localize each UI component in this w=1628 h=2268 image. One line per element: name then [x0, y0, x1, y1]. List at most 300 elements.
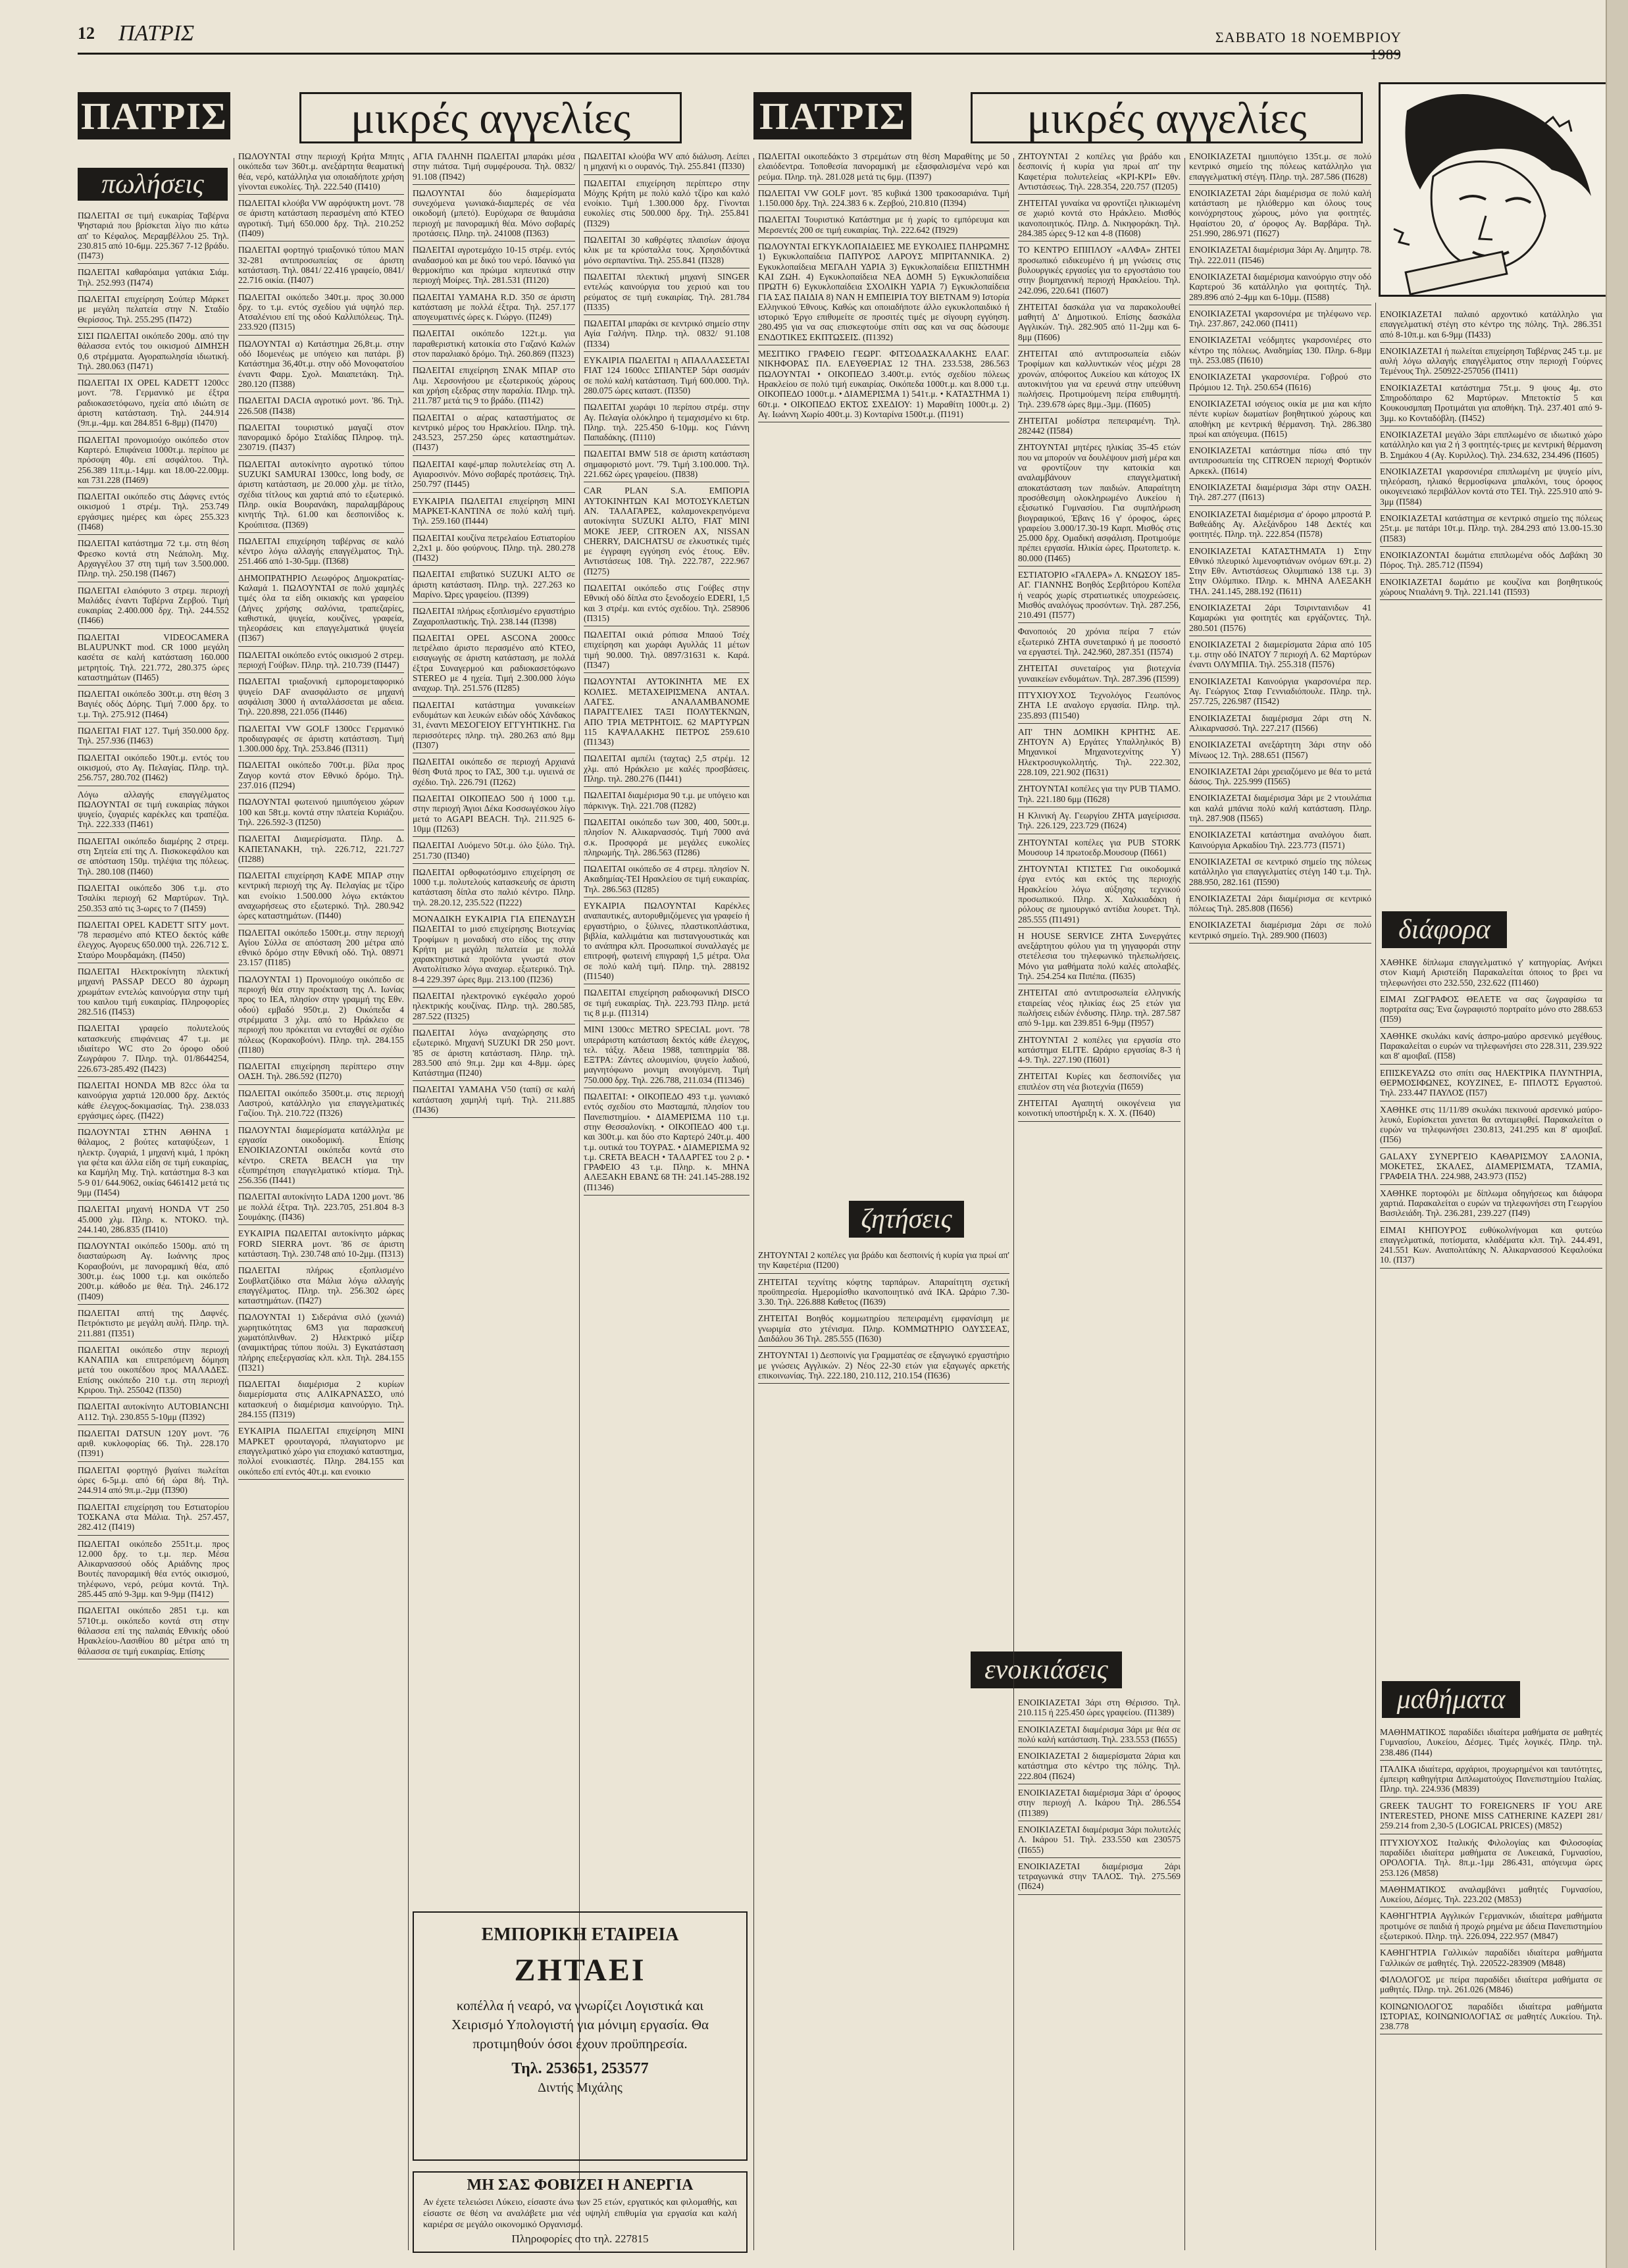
ad-separator	[78, 1304, 229, 1305]
classified-ad: ΠΩΛΕΙΤΑΙ OPEL ASCONA 2000cc πετρέλαιο άριστο περασμένο από ΚΤΕΟ, εισαγωγής σε άριστη κατάσταση, με πολλά έξτρα Συναγερμού και ραδιοκασετόφωνο STEREO με 4 ηχεία. Τιμή 2.300.000 λόγω αναχωρ. Τηλ. 251.576 (Π285)	[413, 632, 575, 693]
classified-ad: ΑΓΙΑ ΓΑΛΗΝΗ ΠΩΛΕΙΤΑΙ μπαράκι μέσα στην πιάτσα. Τιμή συμφέρουσα. Τηλ. 0832/ 91.108 (Π942)	[413, 151, 575, 182]
classified-ad: ΕΝΟΙΚΙΑΖΕΤΑΙ ΚΑΤΑΣΤΗΜΑΤΑ 1) Στην Εθνικό πλευρικό λιμενοφτιάνων ονόμων 69τ.μ. 2) Στην Εθν. Αντιστάσεως Ολυμπιακό 138 τ.μ. 3) Στην Ολύμπικο. Πληρ. κ. ΜΗΝΑ ΑΛΕΞΑΚΗ ΤΗΛ. 241.145, 288.192 (Π611)	[1189, 545, 1371, 596]
column-rule	[1013, 158, 1014, 2250]
classified-ad: ΙΤΑΛΙΚΑ ιδιαίτερα, αρχάριοι, προχωρημένοι και ταυτότητες, έμπειρη καθηγήτρια Διπλωματούχος Πανεπιστημίου Ιταλίας. Πληρ. τηλ. 224.936 (Μ839)	[1380, 1763, 1602, 1794]
classified-ad: ΠΩΛΕΙΤΑΙ επιβατικό SUZUKI ALTO σε άριστη κατάσταση. Πληρ. τηλ. 227.263 κο Μαρίνο. Ώρες γραφείου. (Π399)	[413, 569, 575, 599]
emporiki-title: ΕΜΠΟΡΙΚΗ ΕΤΑΙΡΕΙΑ	[481, 1925, 679, 1945]
classified-ad: ΠΩΛΕΙΤΑΙ 30 καθρέφτες πλαισίων άψογα κλικ με τα κρύσταλλα τους. Χρησιδόντικά μόνο σερπαντίνα. Τηλ. 255.841 (Π328)	[584, 235, 750, 265]
classified-ad: ΠΩΛΕΙΤΑΙ DACIA αγροτικό μοντ. '86. Τηλ. 226.508 (Π438)	[238, 395, 404, 416]
classified-ad: ΠΩΛΕΙΤΑΙ προνομιούχο οικόπεδο στον Καρτερό. Επιφάνεια 1000τ.μ. περίπου με πρόσοψη 40μ. επί ασφάλτου. Τηλ. 256.389 11π.μ.-14μμ. και 18.00-22.00μμ. και 731.228 (Π469)	[78, 434, 229, 485]
classified-ad: ΠΩΛΕΙΤΑΙ φορτηγό βγαίνει πωλείται ώρες 6-5μ.μ. από 6ή ώρα 8ή. Τηλ. 244.914 από 9π.μ.-2μμ (Π390)	[78, 1465, 229, 1496]
ad-separator	[1189, 542, 1371, 543]
ad-separator	[1189, 943, 1371, 944]
ad-separator	[413, 602, 575, 603]
classified-ad: ΖΗΤΕΙΤΑΙ δασκάλα για να παρακολουθεί μαθητή Δ' Δημοτικού. Επίσης δασκάλα Αγγλικών. Τηλ. 282.905 από 11-2μμ και 6-8μμ (Π606)	[1018, 301, 1181, 342]
column-7	[1189, 151, 1371, 2257]
classified-ad: ΧΑΘΗΚΕ σκυλάκι κανίς άσπρο-μαύρο αρσενικό μεγέθους. Παρακαλείται ο ευρών να τηλεφωνήσει στο 228.311, 239.922 και 8' αμοιβαΐ. (Π58)	[1380, 1030, 1602, 1061]
header-rule	[78, 53, 1400, 55]
classified-ad: ΠΩΛΕΙΤΑΙ οικοπεδάκτο 3 στρεμάτων στη θέση Μαραθίτης με 50 ελαιόδεντρα. Τοποθεσία πανοραμική με εξασφαλισμένα νερό και ρεύμα. Πληρ. τηλ. 281.028 μετά τις 6μμ. (Π397)	[758, 151, 1009, 182]
ad-separator	[758, 184, 1009, 185]
classified-ad: ΕΠΙΣΚΕΥΑΖΩ στο σπίτι σας ΗΛΕΚΤΡΙΚΑ ΠΛΥΝΤΗΡΙΑ, ΘΕΡΜΟΣΙΦΩΝΕΣ, ΚΟΥΖΙΝΕΣ, Ε- ΠΠΛΟΤΣ Εργαστού. Τηλ. 233.447 ΠΑΥΛΟΣ (Π57)	[1380, 1067, 1602, 1098]
ad-separator	[238, 1308, 404, 1309]
classified-ad: ΠΩΛΕΙΤΑΙ επιχείρηση ραδιοφωνική DISCO σε τιμή ευκαιρίας. Τηλ. 223.793 Πληρ. μετά τις 8 μ.μ. (Π1314)	[584, 988, 750, 1018]
classified-ad: ΕΝΟΙΚΙΑΖΕΤΑΙ γκαρσονιέρα με τηλέφωνο νερ. Τηλ. 237.867, 242.060 (Π411)	[1189, 308, 1371, 329]
classified-ad: ΖΗΤΕΙΤΑΙ μοδίστρα πεπειραμένη. Τηλ. 282442 (Π584)	[1018, 415, 1181, 436]
ad-separator	[413, 184, 575, 185]
classified-ad: ΠΩΛΕΙΤΑΙ HONDA MB 82cc όλα τα καινούργια χαρτιά 120.000 δρχ. Δεκτός κάθε έλεγχος-δοκιμασίας. Τηλ. 238.033 εργάσιμες ώρες. (Π422)	[78, 1080, 229, 1121]
ad-separator	[413, 696, 575, 697]
ad-separator	[1189, 709, 1371, 710]
ad-separator	[413, 987, 575, 988]
column-6	[1018, 151, 1181, 1645]
classified-ad: ΧΑΘΗΚΕ δίπλωμα επαγγελματικό γ' κατηγορίας. Ανήκει στον Κιαμή Αριστείδη Παρακαλείται όποιος το βρει να τηλεφωνήσει στο 232.550, 232.622 (Π1460)	[1380, 957, 1602, 988]
section-header-enoikiaseis: ενοικιάσεις	[971, 1651, 1122, 1688]
ad-separator	[78, 1019, 229, 1020]
classified-ad: CAR PLAN S.A. ΕΜΠΟΡΙΑ ΑΥΤΟΚΙΝΗΤΩΝ ΚΑΙ ΜΟΤΟΣΥΚΛΕΤΩΝ ΑΝ. ΤΑΛΑΓΑΡΕΣ, καλαμονεκρεηνόμενα αυτοκίνητα SUZUKI ALTO, FIAT MINI MOKE JEEP, CITROEN AX, NISSAN CHERRY, DAICHATSU σε ελκυστικές τιμές με έγγραφη εγγύηση ενός έτους. Εθν. Αντιστάσεως 108. Τηλ. 222.787, 222.967 (Π275)	[584, 486, 750, 576]
issue-date: ΣΑΒΒΑΤΟ 18 ΝΟΕΜΒΡΙΟΥ 1989	[1215, 29, 1402, 63]
classified-ad: ΜΑΘΗΜΑΤΙΚΟΣ αναλαμβάνει μαθητές Γυμνασίου, Λυκείου, Δέσμες. Τηλ. 223.202 (Μ853)	[1380, 1884, 1602, 1905]
ad-separator	[78, 534, 229, 535]
classified-ad: ΠΩΛΟΥΝΤΑΙ στην περιοχή Κρήτα Μπητς οικόπεδα των 360τ.μ. ανεξάρτητα θεαματική θέα, νερό, κατάλληλα για οποιαδήποτε χρήση γίνονται ευκολίες. Τηλ. 222.540 (Π410)	[238, 151, 404, 191]
classified-ad: ΠΩΛΕΙΤΑΙ VIDEOCAMERA BLAUPUNKT mod. CR 1000 μεγάλη κασέτα σε καλή κατάσταση 160.000 μετρητοίς. Τηλ. 221.772, 280.375 ώρες καταστημάτων (Π465)	[78, 632, 229, 682]
section-header-mathimata: μαθήματα	[1382, 1681, 1520, 1718]
classified-ad: ΠΩΛΕΙΤΑΙ τουριστικό μαγαζί στον πανοραμικό δρόμο Σταλίδας Πληροφ. τηλ. 230719. (Π437)	[238, 422, 404, 453]
classified-ad: ΧΑΘΗΚΕ πορτοφόλι με δίπλωμα οδηγήσεως και διάφορα χαρτιά. Παρακαλείται ο ευρών να τηλεφωνήσει στη Γεωργίου Βασιλειάδη. Τηλ. 236.281, 239.227 (Π49)	[1380, 1188, 1602, 1219]
ad-separator	[1189, 478, 1371, 479]
section-header-diafora: διάφορα	[1382, 911, 1507, 948]
ad-separator	[78, 431, 229, 432]
classified-ad: ΠΩΛΕΙΤΑΙ οικόπεδο 1500τ.μ. στην περιοχή Αγίου Σύλλα σε απόσταση 200 μέτρα από εθνικό δρόμο στην Εθνική οδό. Τηλ. 08971 23.157 (Π185)	[238, 927, 404, 968]
classified-ad: ΕΝΟΙΚΙΑΖΕΤΑΙ ανεξάρτητη 3άρι στην οδό Μίνωος 12. Τηλ. 288.651 (Π567)	[1189, 740, 1371, 760]
ad-separator	[1018, 860, 1181, 861]
classified-ad: ΕΝΟΙΚΙΑΖΕΤΑΙ διαμέρισμα 3άρι Αγ. Δημητρ. 78. Τηλ. 222.011 (Π546)	[1189, 245, 1371, 265]
classified-ad: MINI 1300cc METRO SPECIAL μοντ. '78 υπεράριστη κατάσταση δεκτός κάθε έλεγχος, τελ. τάξιχ. Άδεια 1988, ταπιτηρμία '88. ΕΞΤΡΑ: Ζάντες αλουμινίου, ψυγείο λαδιού, μαγνητόφωνο μονιμη ανοιγόμενη. Τιμή 750.000 δρχ. Τηλ. 226.788, 211.034 (Π1346)	[584, 1024, 750, 1085]
classified-ad: ΖΗΤΕΙΤΑΙ Βοηθός κομμωτηρίου πεπειραμένη εμφανίσιμη με γνωριμία στο χτένισμα. Πληρ. ΚΟΜΜΩΤΗΡΙΟ ΟΔΥΣΣΕΑΣ, Δαιδάλου 36 Τηλ. 285.555 (Π630)	[758, 1313, 1009, 1344]
ad-separator	[78, 1535, 229, 1536]
classified-ad: ΜΟΝΑΔΙΚΗ ΕΥΚΑΙΡΙΑ ΓΙΑ ΕΠΕΝΔΥΣΗ ΠΩΛΕΙΤΑΙ το μισό επιχείρησης Βιοτεχνίας Τροφίμων η μοναδική στο είδος της στην Κρήτη με μεγάλη πελατεία με πολλά χαρακτηριστικά προϊόντα γνωστά στον Ανατολίτισκο λόγω αναχωρ. εξωτερικό. Τηλ. 8-4 229.397 ώρες 8μμ. 213.100 (Π236)	[413, 914, 575, 984]
classified-ad: ΖΗΤΟΥΝΤΑΙ 2 κοπέλες για βράδυ και δεσποινίς ή κυρία για πρωί απ' την Καφετέρια πολυτελείας «ΚΡΙ-ΚΡΙ» Εθν. Αντιστάσεως. Τηλ. 228.354, 220.757 (Π205)	[1018, 151, 1181, 191]
classified-ad: ΧΑΘΗΚΕ στις 11/11/89 σκυλάκι πεκινουά αρσενικό μαύρο-λευκό, Ευρίσκεται χανεται θα ανταμειφθεί. Παρακαλείται ο ευρών να τηλεφωνήσει 230.813, 241.295 και 8' αμοιβαΐ. (Π56)	[1380, 1104, 1602, 1145]
classified-ad: ΠΩΛΕΙΤΑΙ VW GOLF μοντ. '85 κυβικά 1300 τρακοσαριάνα. Τιμή 1.150.000 δρχ. Τηλ. 224.383 6 κ. Ζερβού, 210.810 (Π394)	[758, 188, 1009, 209]
classified-ad: ΠΩΛΕΙΤΑΙ οικόπεδο 122τ.μ. για παραθεριστική κατοικία στο Γαζανό Καλών στον παραλιακό δρόμο. Τηλ. 260.869 (Π323)	[413, 328, 575, 359]
column-diafora	[1380, 957, 1602, 1675]
classified-ad: GREEK TAUGHT TO FOREIGNERS IF YOU ARE INTERESTED, PHONE MISS CATHERINE KAZEPI 281/ 259.214 from 2,30-5 (LOGICAL PRICES) (Μ852)	[1380, 1800, 1602, 1831]
ad-separator	[1380, 1268, 1602, 1269]
classified-ad: ΠΩΛΕΙΤΑΙ μηχανή HONDA VT 250 45.000 χλμ. Πληρ. κ. ΝΤΟΚΟ. τηλ. 244.140, 286.835 (Π410)	[78, 1204, 229, 1234]
ad-separator	[413, 836, 575, 837]
classified-ad: ΚΑΘΗΓΗΤΡΙΑ Γαλλικών παραδίδει ιδιαίτερα μαθήματα Γαλλικών σε μαθητές. Τηλ. 220522-283909 (Μ848)	[1380, 1948, 1602, 1968]
classified-ad: ΠΩΛΕΙΤΑΙ ελαιόφυτο 3 στρεμ. περιοχή Μαλάδες έναντι Ταβέρνα Ζερβού. Τιμή ευκαιρίας 2.400.000 δρχ. Τηλ. 244.552 (Π466)	[78, 585, 229, 626]
ad-separator	[78, 1076, 229, 1077]
classified-ad: ΕΝΟΙΚΙΑΖΕΤΑΙ κατάστημα αναλόγου διαπ. Καινούργια Αρκαδίου Τηλ. 223.773 (Π571)	[1189, 830, 1371, 850]
column-1	[78, 211, 229, 2257]
classified-ad: ΣΙΣΙ ΠΩΛΕΙΤΑΙ οικόπεδο 200μ. από την θάλασσα εντός του οικισμού ΔΙΜΗΣΗ 0,6 στρέμματα. Αγοραπωλησία ιδιωτική. Τηλ. 280.063 (Π471)	[78, 330, 229, 371]
classified-ad: ΠΩΛΕΙΤΑΙ οικόπεδο στις Γούβες στην Εθνική οδό δίπλα στο ξενοδοχείο EDERI, 1,5 και 3 στρέμ. και εντός σχεδίου. Τηλ. 258906 (Π315)	[584, 582, 750, 623]
ad-separator	[78, 1341, 229, 1342]
classified-ad: ΠΩΛΕΙΤΑΙ κλούβα WV από διάλυση. Λείπει η μηχανή κι ο ουρανός. Τηλ. 255.841 (Π330)	[584, 151, 750, 172]
classified-ad: ΠΩΛΕΙΤΑΙ Λυόμενο 50τ.μ. όλο ξύλο. Τηλ. 251.730 (Π340)	[413, 840, 575, 861]
classified-ad: ΠΩΛΟΥΝΤΑΙ α) Κατάστημα 26,8τ.μ. στην οδό Ιδομενέως με υπόγειο και πατάρι. β) Κατάστημα 36,40τ.μ. στην οδό Μονοφατσίου έναντι Φαρμ. Σχολ. Μαιαπετάκη. Τηλ. 280.120 (Π388)	[238, 338, 404, 389]
ad-separator	[238, 455, 404, 456]
classified-ad: ΠΩΛΕΙΤΑΙ καθαρόαιμα γατάκια Σιάμ. Τηλ. 252.993 (Π474)	[78, 267, 229, 288]
classified-ad: ΠΩΛΟΥΝΤΑΙ διαμερίσματα κατάλληλα με εργασία οικοδομική. Επίσης ΕΝΟΙΚΙΑΖΟΝΤΑΙ οικόπεδα κοντά στο κέντρο. CRETA BEACH για την εξυπηρέτηση επαγγελματικό κτίσμα. Τηλ. 256.356 (Π441)	[238, 1124, 404, 1186]
classified-ad: ΠΩΛΕΙΤΑΙ οικόπεδο 190τ.μ. εντός του οικισμού, στο Αγ. Πελαγίας. Πληρ. τηλ. 256.757, 280.702 (Π462)	[78, 752, 229, 783]
ad-separator	[758, 1346, 1009, 1347]
classified-ad: ΠΩΛΕΙΤΑΙ επιχείρηση περίπτερο στην ΟΑΣΗ. Τηλ. 286.592 (Π270)	[238, 1061, 404, 1082]
classified-ad: ΠΩΛΕΙΤΑΙ απτή της Δαφνές. Πετρόκτιστο με μεγάλη αυλή. Πληρ. τηλ. 211.881 (Π351)	[78, 1307, 229, 1338]
classified-ad: ΖΗΤΕΙΤΑΙ Αγαπητή οικογένεια για κοινοτική υποστήριξη κ. Χ. Χ. (Π640)	[1018, 1098, 1181, 1119]
banner-patris-left: ΠΑΤΡΙΣ	[78, 92, 230, 139]
ad-separator	[1380, 573, 1602, 574]
classified-ad: ΕΝΟΙΚΙΑΖΕΤΑΙ διαμέρισμα 2άρι σε πολύ κεντρικό σημείο. Τηλ. 289.900 (Π603)	[1189, 920, 1371, 940]
classified-ad: ΕΝΟΙΚΙΑΖΕΤΑΙ γκαρσονιέρα επιπλωμένη με ψυγείο μίνι, τηλεόραση, ηλιακό θερμοσίφωνα μπαλκόνι, τους όροφος οικογενειακό περιβάλλον κοντά στο ΤΕΙ. Τηλ. 225.910 από 9-3μμ (Π584)	[1380, 466, 1602, 507]
classified-ad: ΠΩΛΕΙΤΑΙ οικόπεδο 2851 τ.μ. και 5710τ.μ. οικόπεδο κοντά στη στην θάλασσα επί της παλαιάς Εθνικής οδού Ηρακλείου-Λασιθίου 80 μέτρα από τη θάλασσα σε τιμή ευκαιρίας. Επίσης	[78, 1605, 229, 1656]
classified-ad: ΚΟΙΝΩΝΙΟΛΟΓΟΣ παραδίδει ιδιαίτερα μαθήματα ΙΣΤΟΡΙΑΣ, ΚΟΙΝΩΝΙΟΛΟΓΙΑΣ σε μαθητές Λυκείου. Τηλ. 238.778	[1380, 2001, 1602, 2032]
classified-ad: ΠΩΛΕΙΤΑΙ Διαμερίσματα. Πληρ. Δ. ΚΑΠΕΤΑΝΑΚΗ, τηλ. 226.712, 221.727 (Π288)	[238, 834, 404, 864]
ad-separator	[1380, 379, 1602, 380]
ad-separator	[78, 1123, 229, 1124]
ad-separator	[238, 335, 404, 336]
classified-ad: ΠΩΛΕΙΤΑΙ οικόπεδο στην περιοχή ΚΑΝΑΠΙΑ και επιτρεπόμενη δόμηση μετά του οικοπέδου προς ΜΑΛΑΔΕΣ. Επίσης οικόπεδο 210 τ.μ. στη περιοχή Κριρου. Τηλ. 255042 (Π350)	[78, 1344, 229, 1395]
banner-patris-right: ΠΑΤΡΙΣ	[753, 92, 911, 139]
classified-ad: ΠΩΛΟΥΝΤΑΙ ΣΤΗΝ ΑΘΗΝΑ 1 θάλαμος, 2 βούτες καταψύξεων, 1 ηλεκτρ. ζυγαριά, 1 μηχανή κιμά, 1 πρόκη για φέτα και άλλα είδη σε τιμή ευκαιρίας, κα Καμήλη Μιχ. Τηλ. κατάστημα 8-3 και 5-9 01/ 644.9062, οικίας 6461412 μετά τις 9μμ (Π454)	[78, 1127, 229, 1197]
column-rule	[753, 158, 754, 2250]
classified-ad: ΠΩΛΕΙΤΑΙ αγροτεμάχιο 10-15 στρέμ. εντός αναδασμού και με δικό του νερό. Ιδανικό για θερμοκήπιο και πρώιμα κηπευτικά στην περιοχή Μοίρες. Τηλ. 281.531 (Π120)	[413, 245, 575, 286]
ad-separator	[1018, 566, 1181, 567]
column-rule	[408, 158, 409, 2250]
ad-separator	[413, 324, 575, 325]
classified-ad: ΠΩΛΕΙΤΑΙ οικόπεδο 306 τ.μ. στο Τσαλίκι περιοχή 62 Μαρτύρων. Τηλ. 250.353 από τις 3-ωρες το 7 (Π459)	[78, 882, 229, 913]
column-2	[238, 151, 404, 2257]
classified-ad: ΖΗΤΟΥΝΤΑΙ ΚΤΙΣΤΕΣ Για οικοδομικά έργα εντός και εκτός της περιοχής Ηρακλείου λόγω αύξησης τεχνικού προσωπικού. Πληρ. Χ. Χαλκιαδάκη ή ρόλους σε ημιουργικό αντίδια λουρετ. Τηλ. 285.555 (Π1491)	[1018, 864, 1181, 924]
ad-separator	[584, 174, 750, 175]
page-number: 12	[78, 24, 95, 43]
ad-separator	[78, 832, 229, 833]
ad-separator	[1189, 184, 1371, 185]
classified-ad: ΠΩΛΕΙΤΑΙ αυτοκίνητο LADA 1200 μοντ. '86 με πολλά έξτρα. Τηλ. 223.705, 251.804 8-3 Σουμάκης. (Π436)	[238, 1192, 404, 1222]
banner-title-right: μικρές αγγελίες	[971, 92, 1363, 143]
ad-separator	[1018, 723, 1181, 724]
ad-separator	[1380, 1147, 1602, 1148]
ad-separator	[238, 1121, 404, 1122]
classified-ad: ΕΝΟΙΚΙΑΖΕΤΑΙ ισόγειος οικία με μια και κήπο πέντε κυρίων δωματίων βοηθητικού χώρους και αποθήκη με κεντρική θέρμανση. Τηλ. 286.380 πρωί και απόγευμα. (Π615)	[1189, 398, 1371, 439]
column-8	[1380, 309, 1602, 905]
classified-ad: ΚΑΘΗΓΗΤΡΙΑ Αγγλικών Γερμανικών, ιδιαίτερα μαθήματα προτιμόνε σε παιδιά ή προχώ ρημένα με άδεια Πανεπιστημίου εξωτερικού. Πληρ. τηλ. 226.094, 222.957 (Μ847)	[1380, 1911, 1602, 1942]
classified-ad: ΠΩΛΕΙΤΑΙ οικόπεδο 2551τ.μ. προς 12.000 δρχ. το τ.μ. περ. Μέσα Αλικαρνασσού οδός Αριάδνης προς Βουτές πανοραμική θέα εντός οικισμού, τηλέφωνο, νερό, ρεύμα κοντά. Τηλ. 285.445 από 9-3μμ. και 9-9μμ (Π412)	[78, 1538, 229, 1600]
column-5	[758, 151, 1009, 1191]
classified-ad: ΕΝΟΙΚΙΑΖΕΤΑΙ μεγάλο 3άρι επιπλωμένο σε ιδιωτικό χώρο κατάλληλο και για 2 ή 3 φοιτητές-τριες με κεντρική θέρμανση Β. Σημάκου 4 (Αγ. Κυριλλος). Τηλ. 234.632, 234.496 (Π605)	[1380, 429, 1602, 460]
classified-ad: ΠΩΛΟΥΝΤΑΙ οικόπεδο 1500μ. από τη διασταύρωση Αγ. Ιωάννης προς Κοραοβούνι, με πανοραμική θέα, από 300τ.μ. έως 1000 τ.μ. και οικόπεδο 200τ.μ. κάθοδο με θέα. Τηλ. 246.172 (Π409)	[78, 1241, 229, 1301]
ad-separator	[1380, 509, 1602, 510]
ad-separator	[1380, 1797, 1602, 1798]
ad-separator	[1380, 546, 1602, 547]
ad-separator	[1018, 686, 1181, 687]
ad-separator	[78, 1601, 229, 1602]
classified-ad: ΕΝΟΙΚΙΑΖΕΤΑΙ 3άρι στη Θέρισσο. Τηλ. 210.115 ή 225.450 ώρες γραφείου. (Π1389)	[1018, 1698, 1181, 1718]
classified-ad: ΕΝΟΙΚΙΑΖΕΤΑΙ διαμέρισμα 2άρι τετραγωνικά στην ΤΑΛΟΣ. Τηλ. 275.569 (Π624)	[1018, 1861, 1181, 1892]
ad-separator	[238, 288, 404, 289]
ad-separator	[238, 970, 404, 971]
ad-separator	[78, 290, 229, 291]
classified-ad: ΠΩΛΕΙΤΑΙ αμπέλι (ταχτας) 2,5 στρέμ. 12 χλμ. από Ηράκλειο με καλές προσβάσεις. Πληρ. τηλ. 280.276 (Π441)	[584, 753, 750, 784]
ad-separator	[413, 529, 575, 530]
ad-separator	[1380, 599, 1602, 600]
classified-ad: ΠΩΛΕΙΤΑΙ πλήρως εξοπλισμένο εργαστήριο Ζαχαροπλαστικής. Τηλ. 238.144 (Π398)	[413, 606, 575, 626]
classified-ad: ΠΩΛΕΙΤΑΙ κουζίνα πετρελαίου Εστιατορίου 2,2x1 μ. δύο φούρνους. Πληρ. τηλ. 280.278 (Π432)	[413, 532, 575, 563]
ad-separator	[1189, 505, 1371, 506]
classified-ad: ΕΝΟΙΚΙΑΖΕΤΑΙ 2άρι χρειαζόμενο με θέα το μετά δάσος. Τηλ. 225.999 (Π565)	[1189, 766, 1371, 787]
classified-ad: ΕΥΚΑΙΡΙΑ ΠΩΛΕΙΤΑΙ η ΑΠΑΛΛΑΣΣΕΤΑΙ FIAT 124 1600cc ΣΠΙΑΝΤΕΡ 5άρι σασμάν σε πολύ καλή κατάσταση. Τιμή 600.000. Τηλ. 280.075 ώρες καταστ. (Π350)	[584, 355, 750, 395]
classified-ad: ΠΩΛΕΙΤΑΙ καφέ-μπαρ πολυτελείας στη Λ. Αγιαροσινόν. Μόνο σοβαρές προτάσεις. Τηλ. 250.797 (Π445)	[413, 459, 575, 490]
classified-ad: ΠΩΛΕΙΤΑΙ γραφείο πολυτελούς κατασκευής επιφάνειας 47 τ.μ. με ιδιαίτερο WC στο 2ο όροφο οδού Ζωγράφου 7. Πληρ. τηλ. 01/8644254, 226.673-285.492 (Π423)	[78, 1023, 229, 1074]
anergia-title: ΜΗ ΣΑΣ ΦΟΒΙΖΕΙ Η ΑΝΕΡΓΙΑ	[467, 2177, 694, 2194]
ad-separator	[1380, 1880, 1602, 1881]
ad-separator	[238, 672, 404, 673]
classified-ad: Φανοποιός 20 χρόνια πείρα 7 ετών εξωτερικό ΖΗΤΑ συνεταιρικό ή με ποσοστό να εργαστεί. Τηλ. 242.960, 287.351 (Π574)	[1018, 626, 1181, 657]
classified-ad: ΠΩΛΕΙΤΑΙ YAMAHA R.D. 350 σε άριστη κατάσταση με πολλά έξτρα. Τηλ. 257.177 απογευματινές ώρες κ. Γιώργο. (Π249)	[413, 291, 575, 322]
ad-separator	[78, 1498, 229, 1499]
ad-separator	[1380, 1027, 1602, 1028]
anergia-ad	[413, 2171, 748, 2253]
ad-separator	[78, 1424, 229, 1425]
classified-ad: ΠΩΛΕΙΤΑΙ πλήρως εξοπλισμένο Σουβλατζίδικο στα Μάλια λόγω αλλαγής επαγγέλματος. Πληρ. τηλ. 256.302 ώρες καταστημάτων. (Π427)	[238, 1265, 404, 1306]
ad-separator	[1018, 659, 1181, 660]
classified-ad: ΠΩΛΕΙΤΑΙ φορτηγό τριαξονικό τύπου MAN 32-281 αντιπροσωπείας σε άριστη κατάσταση. Τηλ. 0841/ 22.416 γραφείο, 0841/ 22.716 οικία. (Π407)	[238, 245, 404, 286]
column-6b	[1018, 1698, 1181, 2257]
classified-ad: ΠΩΛΕΙΤΑΙ σε τιμή ευκαιρίας Ταβέρνα Ψησταριά που βρίσκεται λίγο πιο κάτω απ' το Κέφαλος. Μεραμβέλλου 25. Τηλ. 230.815 από 10-6μμ. 225.367 7-12 βράδυ. (Π473)	[78, 211, 229, 261]
classified-ad: ΕΣΤΙΑΤΟΡΙΟ «ΓΑΛΕΡΑ» Λ. ΚΝΩΣΟΥ 185-ΑΓ. ΓΙΑΝΝΗΣ Βοηθός Σερβιτόρου Κοπέλα ή νεαρός χωρίς στρατιωτικές υποχρεώσεις. Μισθός αναλόγως προσόντων. Τηλ. 287.256, 210.491 (Π577)	[1018, 569, 1181, 620]
ad-separator	[238, 569, 404, 570]
column-5b	[758, 1250, 1009, 2257]
ad-separator	[584, 231, 750, 232]
ad-separator	[584, 398, 750, 399]
classified-ad: H HOUSE SERVICE ΖΗΤΑ Συνεργάτες ανεξάρτητου φύλου για τη γηγαφοράι στην στετέλεσια του τηλεφωνικό τηλεπωλήσεις. Μόνο για μαθήματα πολύ καλές απολαβές. Τηλ. 254.254 κα Πιπέπα. (Π635)	[1018, 930, 1181, 982]
emporiki-etaireia-ad	[413, 1911, 748, 2161]
classified-ad: ΠΩΛΕΙΤΑΙ DATSUN 120Y μοντ. '76 αριθ. κυκλοφορίας 66. Τηλ. 228.170 (Π391)	[78, 1428, 229, 1459]
classified-ad: ΠΤΥΧΙΟΥΧΟΣ Τεχνολόγος Γεωπόνος ΖΗΤΑ Ι.Ε αναλογο εργασία. Πληρ. τηλ. 235.893 (Π1540)	[1018, 690, 1181, 720]
emporiki-contact: Διντής Μιχάλης	[538, 2080, 623, 2095]
column-rule	[1375, 303, 1376, 2250]
classified-ad: ΖΗΤΕΙΤΑΙ συνεταίρος για βιοτεχνία γυναικείων ενδυμάτων. Τηλ. 287.396 (Π599)	[1018, 663, 1181, 684]
classified-ad: ΠΩΛΕΙΤΑΙ: • ΟΙΚΟΠΕΔΟ 493 τ.μ. γωνιακό εντός σχεδίου στο Μασταμπά, πλησίον του Πανεπιστημίου. • ΔΙΑΜΕΡΙΣΜΑ 110 τ.μ. στην Θεσσαλονίκη. • ΟΙΚΟΠΕΔΟ 400 τ.μ. και 300τ.μ. και δύο στο Καρτερό 240τ.μ. 400 τ.μ. ουτικά του ΤΟΥΡΑΣ. • ΔΙΑΜΕΡΙΣΜΑ 92 τ.μ. CRETA BEACH • ΤΑΛΑΡΓΕΣ του 2 ρ. • ΓΡΑΦΕΙΟ 43 τ.μ. Πληρ. κ. ΜΗΝΑ ΑΛΕΞΑΚΗ ΕΒΑΝΣ 68 ΤΗ: 241.145-288.192 (Π1346)	[584, 1092, 750, 1192]
woman-portrait-illustration	[1381, 84, 1608, 295]
ad-separator	[78, 1461, 229, 1462]
ad-separator	[413, 455, 575, 456]
classified-ad: ΖΗΤΕΙΤΑΙ γυναίκα να φροντίζει ηλικιωμένη σε χωριό κοντά στο Ηράκλειο. Μισθός ικανοποιητικός. Πληρ. Δ. Νικηφοράκη. Τηλ. 284.385 ώρες 9-12 και 4-8 (Π608)	[1018, 198, 1181, 239]
classified-ad: ΜΑΘΗΜΑΤΙΚΟΣ παραδίδει ιδιαίτερα μαθήματα σε μαθητές Γυμνασίου, Λυκείου, Δέσμες. Τιμές λογικές. Πληρ. τηλ. 238.486 (Π44)	[1380, 1727, 1602, 1757]
classified-ad: ΕΝΟΙΚΙΑΖΕΤΑΙ κατάστημα πίσω από την αντιπροσωπεία της CITROEN περιοχή Φορτικόν Αρκεκλ. (Π614)	[1189, 445, 1371, 476]
classified-ad: ΕΝΟΙΚΙΑΖΕΤΑΙ διαμέρισμα 3άρι με 2 ντουλάπια και καλά μπάνια πολύ καλή κατάσταση. Πληρ. τηλ. 287.908 (Π565)	[1189, 793, 1371, 824]
classified-ad: ΠΩΛΕΙΤΑΙ οικόπεδο των 300, 400, 500τ.μ. πλησίον Ν. Αλικαρνασσός. Τιμή 7000 ανά σ.κ. Προσφορά με μεγάλες ευκολίες πληρωμής. Τηλ. 286.563 (Π286)	[584, 817, 750, 857]
classified-ad: Λόγω αλλαγής επαγγέλματος ΠΩΛΟΥΝΤΑΙ σε τιμή ευκαιρίας πάγκοι ψυγείο, ζυγαριές καρέκλες και τραπέζια. Τηλ. 222.333 (Π461)	[78, 789, 229, 830]
classified-ad: ΕΥΚΑΙΡΙΑ ΠΩΛΕΙΤΑΙ αυτοκίνητο μάρκας FORD SIERRA μοντ. '86 σε άριστη κατάσταση. Τηλ. 230.748 από 10-2μμ. (Π313)	[238, 1228, 404, 1259]
newspaper-logo: ΠΑΤΡΙΣ	[118, 21, 195, 45]
column-rule	[1184, 158, 1185, 2250]
classified-ad: ΠΩΛΕΙΤΑΙ επιχείρηση ΣΝΑΚ ΜΠΑΡ στο Λιμ. Χερσονήσου με εξωτερικούς χώρους και χρήση εξεδρας στην παραλία. Πληρ. τηλ. 211.787 μετά τις 9 το βράδυ. (Π142)	[413, 365, 575, 406]
classified-ad: ΕΝΟΙΚΙΑΖΕΤΑΙ διαμέρισμα α' όροφο μπροστά Ρ. Βαθεάδης Αγ. Αλεξάνδρου 148 Δεκτές και φοιτητές. Πληρ. τηλ. 222.854 (Π578)	[1189, 509, 1371, 540]
classified-ad: ΠΩΛΕΙΤΑΙ οικόπεδο 3500τ.μ. στις περιοχή Λαστρού, κατάλληλο για επαγγελματικές Γαζίου. Τηλ. 210.722 (Π326)	[238, 1088, 404, 1119]
ad-separator	[413, 1080, 575, 1081]
ad-separator	[584, 860, 750, 861]
classified-ad: ΠΩΛΕΙΤΑΙ αυτοκίνητο αγροτικό τύπου SUZUKI SAMURAI 1300cc, long body, σε άριστη κατάσταση, με 20.000 χλμ. με τίτλο, σχέδια τίτλους και χαρτιά από το εξωτερικό. Πληρ. οικία Βουρανάκη, παραλαμβάρους κινητής Τηλ. 61.00 και δεσποινίδος κ. Κρούπιτσα. (Π369)	[238, 459, 404, 530]
classified-ad: ΠΩΛΕΙΤΑΙ επιχείρηση του Εστιατορίου ΤΟΣΚΑΝΑ στα Μάλια. Τηλ. 257.457, 282.412 (Π419)	[78, 1501, 229, 1532]
classified-ad: ΕΝΟΙΚΙΑΖΕΤΑΙ παλαιό αρχοντικό κατάλληλο για επαγγελματική στέγη στο κέντρο της πόλης. Τηλ. 286.351 από 8-10π.μ. και 6-9μμ (Π433)	[1380, 309, 1602, 340]
ad-separator	[238, 1084, 404, 1085]
classified-ad: ΕΙΜΑΙ ΚΗΠΟΥΡΟΣ ευθύκολνήνομαι και φυτεύω επαγγελματικά, ποτίσματα, κλαδέματα κλπ. Τηλ. 244.491, 241.551 Κων. Αναπολιτάκης Ν. Αλικαρνασσού Κεφαλούκα 10. (Π37)	[1380, 1224, 1602, 1265]
classified-ad: ΤΟ ΚΕΝΤΡΟ ΕΠΙΠΛΟΥ «ΑΛΦΑ» ΖΗΤΕΙ προσωπικό ειδικευμένο ή μη γνώσεις στις βυλουργικές εργασίες για το εργοστάσιο του στην βιομηχανική περιοχή Ηρακλείου. Τηλ. 242.096, 220.641 (Π607)	[1018, 245, 1181, 295]
classified-ad: ΠΩΛΕΙΤΑΙ οικόπεδο διαμέρης 2 στρεμ. στη Σητεία επί της Λ. Πισκοκεφάλου και σε απόσταση 150μ. τηλέψια της πόλεως. Τηλ. 280.108 (Π460)	[78, 836, 229, 876]
classified-ad: ΖΗΤΕΙΤΑΙ Κυρίες και δεσποινίδες για επιπλέον στη νέα βιοτεχνία (Π659)	[1018, 1071, 1181, 1092]
emporiki-phone: Τηλ. 253651, 253577	[511, 2060, 649, 2077]
classified-ad: ΕΝΟΙΚΙΑΖΕΤΑΙ σε κεντρικό σημείο της πόλεως κατάλληλο για επαγγελματίες στέγη 140 τ.μ. Τηλ. 288.950, 282.161 (Π590)	[1189, 856, 1371, 887]
classified-ad: ΠΩΛΕΙΤΑΙ OPEL KADETT SIТУ μοντ. '78 περασμένο από ΚΤΕΟ δεκτός κάθε έλεγχος. Αγορευς 650.000 τηλ. 226.712 Σ. Σταύρο Μουρδαμάκη. (Π450)	[78, 919, 229, 960]
ad-separator	[758, 1309, 1009, 1310]
classified-ad: ΠΩΛΟΥΝΤΑΙ 1) Προνομιούχο οικόπεδο σε περιοχή θέα στην προέκταση της Λ. Ιωνίας προς το ΙΕΑ, πλησίον στην γραμμή της Εθν. οδού) εμβαδό 950τ.μ. 2) Οικόπεδα 4 στρέμματα 3 χλμ. από το Ηράκλειο σε περιοχή που πρόκειται να ενταχθεί σε σχέδιο πόλεως (Κορακοβούνι). Πληρ. τηλ. 284.155 (Π180)	[238, 974, 404, 1055]
classified-ad: ΠΩΛΕΙΤΑΙ λόγω αναχώρησης στο εξωτερικό. Μηχανή SUZUKI DR 250 μοντ. '85 σε άριστη κατάσταση. Πληρ. τηλ. 283.500 από 9π.μ. 2μμ και 4-8μμ. ώρες Κατάστημα (Π240)	[413, 1027, 575, 1078]
classified-ad: ΠΩΛΕΙΤΑΙ οικόπεδο 700τ.μ. βίλα προς Ζαγορ κοντά στον Εθνικό δρόμο. Τηλ. 237.016 (Π294)	[238, 760, 404, 791]
ad-separator	[238, 646, 404, 647]
classified-ad: ΕΝΟΙΚΙΑΖΕΤΑΙ διαμέρισμα 2άρι στη Ν. Αλικαρνασσό. Τηλ. 227.217 (Π566)	[1189, 713, 1371, 733]
ad-separator	[78, 1237, 229, 1238]
classified-ad: ΠΩΛΕΙΤΑΙ τριαξονική εμπορομεταφορικό ψυγείο DAF ανασφάλιστο σε μηχανή ασφάλιση 3000 ή ανταλλάσσεται με αδεια. Τηλ. 220.898, 221.056 (Π446)	[238, 676, 404, 717]
classified-ad: ΠΩΛΟΥΝΤΑΙ φωτεινού ημιυπόγειου χώρων 100 και 58τ.μ. κοντά στην πλατεία Κυριάζου. Τηλ. 226.592-3 (Π250)	[238, 797, 404, 827]
ad-separator	[1189, 672, 1371, 673]
ad-separator	[238, 194, 404, 195]
ad-separator	[413, 492, 575, 493]
column-3	[413, 151, 575, 1579]
classified-ad: ΕΝΟΙΚΙΑΖΕΤΑΙ κατάστημα 75τ.μ. 9 ψους 4μ. στο Σπηροδόπαιρο 62 Μαρτύρων. Μπετοκτίσ 5 και Κουκουσμπαη Προτιμάται για αποθήκη. Τηλ. 237.401 από 9-3μμ. κο Κονταδόβλη. (Π452)	[1380, 382, 1602, 423]
ad-separator	[78, 263, 229, 264]
ad-separator	[584, 786, 750, 787]
classified-ad: ΠΩΛΕΙΤΑΙ οικόπεδο 340τ.μ. προς 30.000 δρχ. το τ.μ. εντός σχεδίου γιά υψηλό περ. Ατσαλένιου επί της οδού Καλλιπόλεως. Τηλ. 233.920 (Π315)	[238, 291, 404, 332]
classified-ad: ΠΩΛΕΙΤΑΙ Ηλεκτροκίνητη πλεκτική μηχανή PASSAP DECO 80 άχρωμη χρωμάτων εντελώς καινούργια στην τιμή του καιλου τιμή ευκαιρίας. Πληροφορίες 282.516 (Π453)	[78, 967, 229, 1017]
classified-ad: ΖΗΤΕΙΤΑΙ από αντιπροσωπεία ελληνικής εταιρείας νέος ηλικίας έως 25 ετών για πωλήσεις ειδών ένδυσης. Πληρ. τηλ. 287.587 από 9-1μμ. και 239.851 6-9μμ (Π957)	[1018, 988, 1181, 1028]
classified-ad: ΠΩΛΕΙΤΑΙ ο αέρας καταστήματος σε κεντρικό μέρος του Ηρακλείου. Πληρ. τηλ. 243.523, 257.250 ώρες καταστημάτων. (Π437)	[413, 412, 575, 453]
column-4	[584, 151, 750, 1573]
classified-ad: ΠΩΛΕΙΤΑΙ FIAT 127. Τιμή 350.000 δρχ. Τηλ. 257.936 (Π463)	[78, 726, 229, 746]
classified-ad: ΠΩΛΕΙΤΑΙ ηλεκτρονικό εγκέφαλο χορού ηλεκτρικής κουζίνας. Πληρ. τηλ. 280.585, 287.522 (Π325)	[413, 991, 575, 1021]
classified-ad: ΠΩΛΕΙΤΑΙ Τουριστικό Κατάστημα με ή χωρίς το εμπόρευμα και Μερσεντές 200 σε τιμή ευκαιρίας. Τηλ. 222.642 (Π929)	[758, 214, 1009, 235]
ad-separator	[758, 1273, 1009, 1274]
ad-separator	[1189, 331, 1371, 332]
classified-ad: GALAXY ΣΥΝΕΡΓΕΙΟ ΚΑΘΑΡΙΣΜΟΥ ΣΑΛΟΝΙΑ, ΜΟΚΕΤΕΣ, ΣΚΑΛΕΣ, ΔΙΑΜΕΡΙΣΜΑΤΑ, ΤΖΑΜΙΑ, ΓΡΑΦΕΙΑ ΤΗΛ. 224.988, 243.973 (Π52)	[1380, 1151, 1602, 1182]
classified-ad: ΕΙΜΑΙ ΖΩΓΡΑΦΟΣ ΘΕΛΕΤΕ να σας ζωγραφίσω τα πορτραίτα σας; Ένα ζωγραφιστό πορτραίτο μόνο στο 288.653 (Π59)	[1380, 994, 1602, 1024]
ad-separator	[413, 361, 575, 362]
classified-ad: ΖΗΤΟΥΝΤΑΙ 2 κοπέλες για βράδυ και δεσποινίς ή κυρία για πρωί απ' την Καφετέρια (Π200)	[758, 1250, 1009, 1271]
ad-separator	[1380, 1760, 1602, 1761]
classified-ad: ΠΩΛΕΙΤΑΙ κατάστημα 72 τ.μ. στη θέση Φρεσκο κοντά στη Νεάπολη. Μιχ. Αρχαγγέλου 37 στη τιμή των 3.500.000. Πληρ. τηλ. 250.198 (Π467)	[78, 538, 229, 579]
column-mathimata	[1380, 1727, 1602, 2257]
ad-separator	[238, 1479, 404, 1480]
ad-separator	[413, 1117, 575, 1118]
ad-separator	[413, 565, 575, 566]
ad-separator	[238, 756, 404, 757]
ad-separator	[238, 1375, 404, 1376]
classified-ad: ΕΝΟΙΚΙΑΖΕΤΑΙ Καινούργια γκαρσονιέρα περ. Αγ. Γεώργιος Σταφ Γεννιαδιόπουλε. Πληρ. τηλ. 257.725, 226.987 (Π542)	[1189, 676, 1371, 707]
classified-ad: ΖΗΤΟΥΝΤΑΙ 2 κοπέλες για εργασία στο κατάστημα ELITE. Ωράριο εργασίας 8-3 ή 4-9. Τηλ. 227.190 (Π601)	[1018, 1034, 1181, 1065]
anergia-body: Αν έχετε τελειώσει Λύκειο, είσαστε άνω των 25 ετών, εργατικός και φιλομαθής, και είσαστε σε θέση να αναλάβετε μια νέα υψηλή επιθυμία για εργασία και καλή καριέρα σε μεγάλο οικονομικό Οργανισμό.	[423, 2198, 737, 2230]
classified-ad: ΖΗΤΕΙΤΑΙ από αντιπροσωπεία ειδών Τροφίμων και καλλυντικών νέος μέχρι 28 χρονών, απόφοιτος Λυκείου και κάτοχος ΙΧ αυτοκινήτου για να ερευνά στην υπεύθυνη πωλήσεις. Προτιμούμενη πείρα επιθυμητή. Τηλ. 239.678 ώρες 8μμ.-3μμ. (Π605)	[1018, 349, 1181, 409]
ad-separator	[1380, 1064, 1602, 1065]
ad-separator	[238, 793, 404, 794]
ad-separator	[1018, 1094, 1181, 1095]
classified-ad: ΠΩΛΕΙΤΑΙ ΟΙΚΟΠΕΔΟ 500 ή 1000 τ.μ. στην περιοχή Άγιοι Δέκα Κοσσωγέσκου λίγο μετά το AGAPI BEACH. Τηλ. 211.925 6-10μμ (Π263)	[413, 794, 575, 834]
classified-ad: ΠΩΛΕΙΤΑΙ διαμέρισμα 2 κυρίων διαμερίσματα στις ΑΛΙΚΑΡΝΑΣΣΟ, υπό κατασκευή ο διαμέρισμα καινούργιο. Τηλ. 284.155 (Π319)	[238, 1379, 404, 1420]
ad-separator	[1018, 1747, 1181, 1748]
ad-separator	[1380, 990, 1602, 991]
ad-separator	[238, 1224, 404, 1225]
classified-ad: ΠΩΛΕΙΤΑΙ διαμέρισμα 90 τ.μ. με υπόγειο και πάρκινγκ. Τηλ. 221.708 (Π282)	[584, 790, 750, 811]
classified-ad: ΠΩΛΕΙΤΑΙ κατάστημα γυναικείων ενδυμάτων και λευκών ειδών οδός Χάνδακος 31, έναντι ΜΕΣΟΓΕΙΟΥ ΕΓΓΥΗΤΙΚΗΣ. Για περισσότερες πληρ. τηλ. 280.263 από 8μμ (Π307)	[413, 699, 575, 750]
ad-separator	[238, 532, 404, 533]
ad-separator	[78, 628, 229, 629]
ad-separator	[238, 1422, 404, 1423]
ad-separator	[238, 1057, 404, 1058]
classified-ad: ΠΩΛΕΙΤΑΙ VW GOLF 1300cc Γερμανικό προδιαγραφές σε άριστη κατάσταση. Τιμή 1.300.000 δρχ. Τηλ. 253.846 (Π311)	[238, 723, 404, 754]
classified-ad: ΕΝΟΙΚΙΑΖΕΤΑΙ διαμέρισμα 3άρι στην ΟΑΣΗ. Τηλ. 287.277 (Π613)	[1189, 482, 1371, 503]
classified-ad: ΕΝΟΙΚΙΑΖΕΤΑΙ 2άρι διαμέρισμα σε πολύ καλή κατάσταση με ηλιόθερμο και όλους τους κοινόχρηστους χώρους, μόνο για φοιτητές. Ηφαίστου 20, α' όροφος Αγ. Βαρβάρα. Τηλ. 251.990, 286.971 (Π627)	[1189, 188, 1371, 239]
ad-separator	[1189, 441, 1371, 442]
classified-ad: ΠΩΛΕΙΤΑΙ οικόπεδο εντός οικισμού 2 στρεμ. περιοχή Γούβων. Πληρ. τηλ. 210.739 (Π447)	[238, 649, 404, 670]
ad-separator	[78, 879, 229, 880]
classified-ad: ΠΩΛΕΙΤΑΙ πλεκτική μηχανή SINGER εντελώς καινούργια του χεριού και του ρεύματος σε τιμή ευκαιρίας. Τηλ. 281.784 (Π335)	[584, 271, 750, 312]
banner-title-left: μικρές αγγελίες	[299, 92, 682, 143]
ad-separator	[78, 685, 229, 686]
classified-ad: ΠΩΛΕΙΤΑΙ επιχείρηση ΚΑΦΕ ΜΠΑΡ στην κεντρική περιοχή της Αγ. Πελαγίας με τζίρο και ενοίκιο 1.500.000 λόγω εκτάκτου αναχωρήσεως στο εξωτερικό. Τηλ. 280.942 ώρες καταστημάτων. (Π440)	[238, 870, 404, 921]
classified-ad: ΕΝΟΙΚΙΑΖΕΤΑΙ νεόδμητες γκαρσονιέρες στο κέντρο της πόλεως. Αναδημίας 130. Πληρ. 6-8μμ τηλ. 253.085 (Π610)	[1189, 335, 1371, 366]
classified-ad: ΠΩΛΟΥΝΤΑΙ ΕΓΚΥΚΛΟΠΑΙΔΕΙΕΣ ΜΕ ΕΥΚΟΛΙΕΣ ΠΛΗΡΩΜΗΣ 1) Εγκυκλοπαίδεια ΠΑΠΥΡΟΣ ΛΑΡΟΥΣ ΜΠΡΙΤΑΝΝΙΚΑ. 2) Εγκυκλοπαίδεια ΜΕΓΑΛΗ ΥΔΡΙΑ 3) Εγκυκλοπαίδεια ΕΠΙΣΤΗΜΗ ΚΑΙ ΖΩΗ. 4) Εγκυκλοπαίδεια ΝΕΑ ΔΟΜΗ 5) Εγκυκλοπαίδεια ΠΡΩΤΗ 6) Εγκυκλοπαίδεια ΣΧΟΛΙΚΗ ΥΔΡΙΑ 7) Εγκυκλοπαίδεια ΓΙΑ ΣΑΣ ΠΑΙΔΙΑ 8) ΝΑΝ Η ΕΜΠΕΙΡΙΑ ΤΟΥ ΒΙΕΤΝΑΜ 9) Ιστορία Ελληνικού Έθνους. Καθώς και οποιαδήποτε άλλο εγκυκλοπαιδικό ή ιστορικό Έργο επιθυμείτε σε προσιτές τιμές με σίγουρη εγγύηση. 280.495 για να σας επισκεφτούμε σπίτι σας και να σας δώσουμε ΕΝΔΟΤΙΚΕΣ ΕΚΠΤΩΣΕΙΣ. (Π1392)	[758, 241, 1009, 342]
ad-separator	[584, 1195, 750, 1196]
ad-separator	[1018, 1031, 1181, 1032]
ad-separator	[1018, 622, 1181, 623]
classified-ad: ΕΝΟΙΚΙΑΖΕΤΑΙ διαμέρισμα 3άρι με θέα σε πολύ καλή κατάσταση. Τηλ. 233.553 (Π655)	[1018, 1724, 1181, 1744]
ad-separator	[413, 910, 575, 911]
classified-ad: ΑΠ' ΤΗΝ ΔΟΜΙΚΗ ΚΡΗΤΗΣ ΑΕ. ΖΗΤΟΥΝ Α) Εργάτες Υπαλληλικός Β) Μηχανικοί Μηχανοτεχνίτης Υ) Ηλεκτροσυγκολλητής. Τηλ. 222.302, 228.109, 221.902 (Π631)	[1018, 726, 1181, 778]
ad-separator	[1018, 1067, 1181, 1068]
classified-ad: ΖΗΤΕΙΤΑΙ τεχνίτης κόφτης ταρπάρων. Απαραίτητη σχετική προϋπηρεσία. Ημερομίσθιο ικανοποιητικό ανά ΙΚΑ. Ωράριο 7.30-3.30. Τηλ. 226.888 Καθετος (Π639)	[758, 1276, 1009, 1307]
ad-separator	[1018, 412, 1181, 413]
ad-separator	[1018, 1857, 1181, 1858]
ad-separator	[584, 749, 750, 750]
classified-ad: ΠΩΛΕΙΤΑΙ επιχείρηση περίπτερο στην Μόχης Κρήτη με πολύ καλό τζίρο και καλό ενοίκιο. Τιμή 1.300.000 δρχ. Γίνονται ευκολίες στις 500.000 δρχ. Τηλ. 255.841 (Π329)	[584, 178, 750, 228]
ad-separator	[584, 579, 750, 580]
ad-separator	[413, 863, 575, 864]
classified-ad: ΠΩΛΕΙΤΑΙ κλούβα VW αφρόψυκτη μοντ. '78 σε άριστη κατάσταση περασμένη από ΚΤΕΟ αγροτική. Τιμή 650.000 δρχ. Τηλ. 210.252 (Π409)	[238, 198, 404, 239]
classified-ad: ΜΕΣΙΤΙΚΟ ΓΡΑΦΕΙΟ ΓΕΩΡΓ. ΦΙΤΣΟΔΑΣΚΑΛΑΚΗΣ ΕΛΑΓ. ΝΙΚΗΦΟΡΑΣ ΠΛ. ΕΛΕΥΘΕΡΙΑΣ 12 ΤΗΛ. 233.538, 286.563 ΠΩΛΟΥΝΤΑΙ • ΟΙΚΟΠΕΔΟ 3.400τ.μ. εντός σχεδίου πόλεως Ηρακλείου σε πολύ τιμή ευκαιρίας. Οικόπεδα 1000τ.μ. και 8.000 τ.μ. ΟΙΚΟΠΕΔΟ 1000τ.μ. • ΔΙΑΜΕΡΙΣΜΑ 1) 541τ.μ. • ΚΑΤΑΣΤΗΜΑ 1) 60τ.μ. • ΟΙΚΟΠΕΔΟ ΕΚΤΟΣ ΣΧΕΔΙΟΥ: 1) Μαραθίτη 1000τ.μ. 2) Αγ. Ιωάννη Χωρίο 400τ.μ. 3) Κονταρίνα 1500τ.μ. (Π191)	[758, 349, 1009, 419]
classified-ad: ΕΝΟΙΚΙΑΖΟΝΤΑΙ δωμάτια επιπλωμένα οδός Δαβάκη 30 Πόρος. Τηλ. 285.712 (Π594)	[1380, 549, 1602, 570]
classified-ad: ΕΥΚΑΙΡΙΑ ΠΩΛΟΥΝΤΑΙ Καρέκλες αναπαυτικές, αυτορυθμιζόμενες για γραφείο ή εργαστήριο, ο ξύλινες, πλαστικοπλάστικα, βιβλία, καλλιμάτια και πιστανγουστικάς και το ανάπηρα κλπ. Προσωπικοί συναλλαγές με επιτροφή, φωτεινή επιγραφή 1,5 μέτρα. Όλα σε πολύ καλή τιμή. Πληρ. τηλ. 288192 (Π1540)	[584, 901, 750, 982]
ad-separator	[1018, 438, 1181, 439]
anergia-phone: Πληροφορίες στο τηλ. 227815	[511, 2232, 649, 2245]
ad-separator	[238, 391, 404, 392]
ad-separator	[1018, 194, 1181, 195]
ad-separator	[584, 672, 750, 673]
classified-ad: ΠΩΛΟΥΝΤΑΙ 1) Σιδεράνια σιλό (χωνιά) χωρητικότητας 6Μ3 για παρασκευή χωματόπλινθων. 2) Ηλεκτρικό μίξερ (αναμικτήρας τύπου πούλι. 3) Εγκατάσταση πλήρης επεξεργασίας κλπ. κλπ. Τηλ. 284.155 (Π321)	[238, 1312, 404, 1373]
emporiki-heading: ΖΗΤΑΕΙ	[514, 1953, 646, 1988]
classified-ad: ΖΗΤΟΥΝΤΑΙ 1) Δεσποινίς για Γραμματέας σε εξαγωγικό εργαστήριο με γνώσεις Αγγλικών. 2) Νέος 22-30 ετών για εξαγωγές αρκετής επικοινωνίας. Τηλ. 222.180, 210.112, 210.154 (Π636)	[758, 1350, 1009, 1380]
classified-ad: ΦΙΛΟΛΟΓΟΣ με πείρα παραδίδει ιδιαίτερα μαθήματα σε μαθητές. Πληρ. τηλ. 261.026 (Μ846)	[1380, 1974, 1602, 1995]
classified-ad: ΠΩΛΕΙΤΑΙ οικόπεδο 300τ.μ. στη θέση 3 Βαγιές οδός Δόρης. Τιμή 7.000 δρχ. το τ.μ. Τηλ. 275.912 (Π464)	[78, 689, 229, 719]
classified-ad: ΠΩΛΕΙΤΑΙ αυτοκίνητο AUTOBIANCHI A112. Τηλ. 230.855 5-10μμ (Π392)	[78, 1401, 229, 1422]
ad-separator	[1380, 342, 1602, 343]
classified-ad: ΕΝΟΙΚΙΑΖΕΤΑΙ δωμάτιο με κουζίνα και βοηθητικούς χώρους Ντιαλάνη 9. Τηλ. 221.141 (Π593)	[1380, 576, 1602, 597]
classified-ad: ΠΩΛΕΙΤΑΙ ΙΧ OPEL KADETT 1200cc μοντ. '78. Γερμανικό με έξτρα ραδιοκασετόφωνο, ηχεία από ιδιώτη σε άριστη κατάσταση. Τηλ. 244.914 (9π.μ.-4μμ. και 284.851 6-8μμ) (Π470)	[78, 378, 229, 428]
ad-separator	[584, 813, 750, 814]
ad-separator	[1380, 1221, 1602, 1222]
classified-ad: ΕΥΚΑΙΡΙΑ ΠΩΛΕΙΤΑΙ επιχείρηση ΜΙΝΙ ΜΑΡΚΕΤ-ΚΑΝΤΙΝΑ σε πολύ καλή τιμή. Τηλ. 259.160 (Π444)	[413, 495, 575, 526]
section-header-poliseis: πωλήσεις	[78, 168, 228, 201]
ad-separator	[1018, 1894, 1181, 1895]
